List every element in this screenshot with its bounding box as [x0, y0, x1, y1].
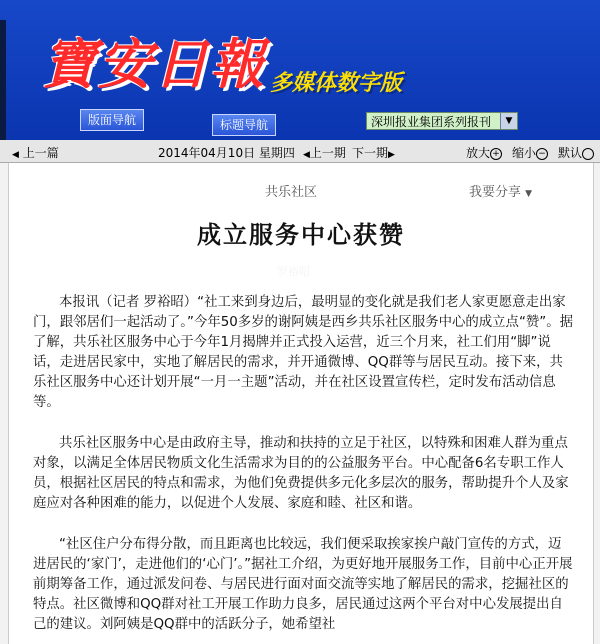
article-title: 成立服务中心获赞: [197, 220, 405, 249]
article-paragraph: “社区住户分布得分散，而且距离也比较远，我们便采取挨家挨户敲门宣传的方式，迈进居民的‘家门’，走进他们的‘心门’。”据社工介绍，为更好地开展服务工作，目前中心正开展前期筹备工作，通过派发问卷、与居民进行面对面交流等实地了解居民的需求，挖掘社区的特点。社区微博和QQ群对社工开展工作助力良多，居民通过这两个平台对中心发展提出自己的建议。刘阿姨是QQ群中的活跃分子，她希望社: [33, 537, 573, 632]
newspaper-group-select[interactable]: [366, 112, 518, 130]
prev-article-label: 上一篇: [22, 146, 59, 160]
plus-icon: +: [490, 148, 502, 160]
share-label: 我要分享: [469, 185, 522, 200]
column-name: 共乐社区: [265, 185, 318, 200]
newspaper-group-value: 深圳报业集团系列报刊: [371, 115, 492, 129]
minus-icon: −: [536, 148, 548, 160]
zoom-in-control[interactable]: [466, 144, 502, 161]
triangle-right-icon: ▶: [388, 150, 395, 160]
article-paragraph: 本报讯（记者 罗裕昭）“社工来到身边后，最明显的变化就是我们老人家更愿意走出家门，跟邻居们一起活动了。”今年50多岁的谢阿姨是西乡共乐社区服务中心的成立点“赞”。据了解，共乐社区服务中心于今年1月揭牌并正式投入运营，近三个月来，社工们用“脚”说话，走进居民家中，实地了解居民的需求，并开通微博、QQ群等与居民互动。接下来，共乐社区服务中心还计划开展“一月一主题”活动，并在社区设置宣传栏，定时发布活动信息等。: [33, 295, 573, 410]
zoom-out-label: 缩小: [512, 146, 537, 160]
default-size-control[interactable]: [558, 144, 594, 161]
article-toolbar: [0, 140, 600, 163]
digital-edition-label: 多媒体数字版: [270, 71, 403, 96]
prev-period-link[interactable]: [303, 144, 346, 161]
triangle-left-icon: ◀: [303, 150, 310, 160]
left-frame-edge: [0, 20, 6, 140]
share-button[interactable]: [469, 181, 532, 200]
article-panel: [8, 163, 594, 644]
title-nav-button[interactable]: 标题导航: [212, 114, 276, 136]
next-period-label: 下一期: [352, 146, 389, 160]
zoom-in-label: 放大: [466, 146, 491, 160]
circle-icon: [582, 148, 594, 160]
layout-nav-button[interactable]: 版面导航: [80, 109, 144, 131]
prev-article-link[interactable]: [12, 144, 59, 161]
article-author: 罗裕昭: [277, 265, 310, 278]
masthead-banner: [0, 0, 600, 140]
next-period-link[interactable]: [352, 144, 395, 161]
chevron-down-icon[interactable]: ▼: [500, 113, 517, 129]
issue-date: 2014年04月10日 星期四: [158, 146, 295, 160]
zoom-out-control[interactable]: [512, 144, 548, 161]
article-paragraph: 共乐社区服务中心是由政府主导，推动和扶持的立足于社区，以特殊和困难人群为重点对象，以满足全体居民物质文化生活需求为目的的公益服务平台。中心配备6名专职工作人员，根据社区居民的特点和需求，为他们免费提供多元化多层次的服务，帮助提升个人及家庭应对各种困难的能力，以促进个人发展、家庭和睦、社区和谐。: [33, 436, 569, 511]
triangle-down-icon: ▼: [525, 189, 533, 199]
article-body: [33, 293, 573, 644]
newspaper-logo: 寶安日報: [42, 32, 266, 96]
triangle-left-icon: ◀: [12, 150, 19, 160]
default-size-label: 默认: [558, 146, 583, 160]
prev-period-label: 上一期: [309, 146, 346, 160]
